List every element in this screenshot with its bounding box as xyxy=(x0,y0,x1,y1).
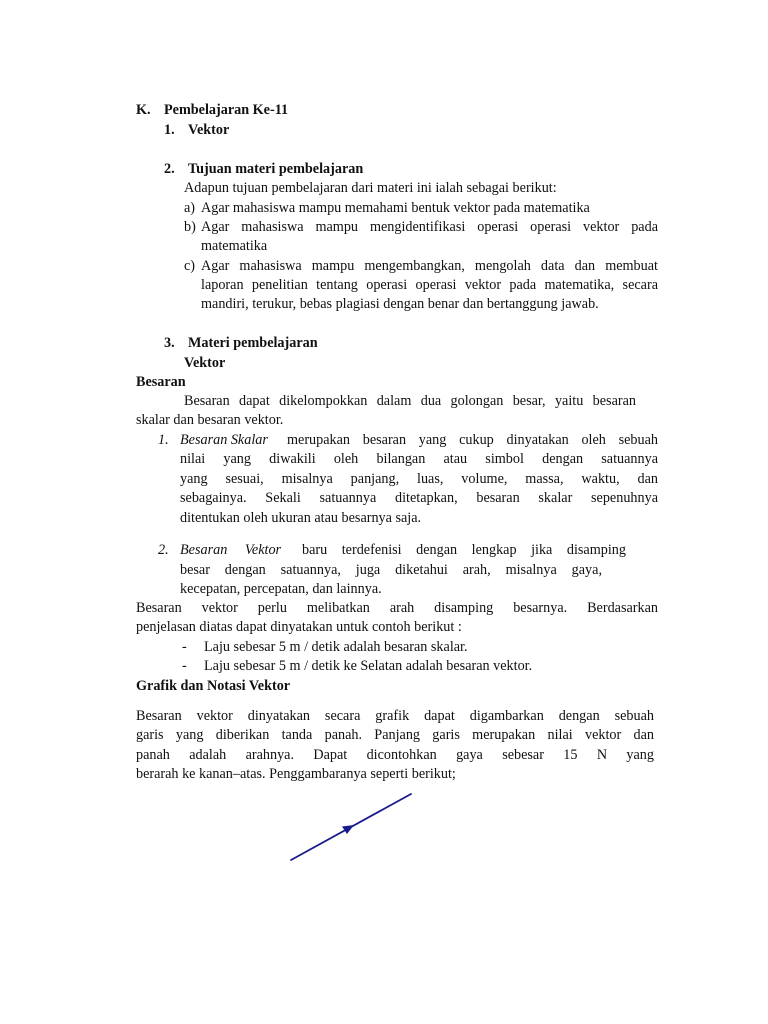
skalar-line-5: ditentukan oleh ukuran atau besarnya saja. xyxy=(180,510,422,526)
point-a-marker: a) xyxy=(184,200,196,216)
item-2-number: 2. xyxy=(164,161,175,177)
vektor-number: 2. xyxy=(158,542,169,558)
grafik-line-1: Besaran vektor dinyatakan secara grafik dapat digambarkan dengan sebuah xyxy=(136,708,654,724)
point-c-marker: c) xyxy=(184,258,196,274)
point-b-marker: b) xyxy=(184,219,196,235)
skalar-number: 1. xyxy=(158,432,169,448)
vektor-line-2: besar dengan satuannya, juga diketahui arah, misalnya gaya, xyxy=(180,562,602,578)
grafik-line-2: garis yang diberikan tanda panah. Panjang garis merupakan nilai vektor dan xyxy=(136,727,654,743)
skalar-line-3: yang sesuai, misalnya panjang, luas, volume, massa, waktu, dan xyxy=(180,471,658,487)
skalar-line-2: nilai yang diwakili oleh bilangan atau simbol dengan satuannya xyxy=(180,451,658,467)
grafik-line-4: berarah ke kanan–atas. Penggambaranya seperti berikut; xyxy=(136,766,456,782)
point-a-line-1: Agar mahasiswa mampu memahami bentuk vektor pada matematika xyxy=(201,200,590,216)
tujuan-intro: Adapun tujuan pembelajaran dari materi ini ialah sebagai berikut: xyxy=(184,180,557,196)
skalar-line-4: sebagainya. Sekali satuannya ditetapkan, besaran skalar sepenuhnya xyxy=(180,490,658,506)
vector-arrowhead xyxy=(342,825,354,834)
item-3-title: Materi pembelajaran xyxy=(188,335,318,351)
perlu-line-1: Besaran vektor perlu melibatkan arah disamping besarnya. Berdasarkan xyxy=(136,600,658,616)
point-c-line-2: laporan penelitian tentang operasi operasi vektor pada matematika, secara xyxy=(201,277,658,293)
point-c-line-3: mandiri, terukur, bebas plagiasi dengan benar dan bertanggung jawab. xyxy=(201,296,599,312)
point-c-line-1: Agar mahasiswa mampu mengembangkan, mengolah data dan membuat xyxy=(201,258,658,274)
besaran-intro-line-2: skalar dan besaran vektor. xyxy=(136,412,284,428)
skalar-first-line: merupakan besaran yang cukup dinyatakan oleh sebuah xyxy=(287,432,658,448)
vektor-term: Besaran Vektor xyxy=(180,542,282,558)
vektor-line-3: kecepatan, percepatan, dan lainnya. xyxy=(180,581,382,597)
point-b-line-2: matematika xyxy=(201,238,268,254)
perlu-line-2: penjelasan diatas dapat dinyatakan untuk contoh berikut : xyxy=(136,619,462,635)
section-letter: K. xyxy=(136,102,151,118)
grafik-line-3: panah adalah arahnya. Dapat dicontohkan gaya sebesar 15 N yang xyxy=(136,747,654,763)
section-title: Pembelajaran Ke-11 xyxy=(164,102,289,118)
example-2-dash: - xyxy=(182,658,187,674)
example-1-dash: - xyxy=(182,639,187,655)
item-3-number: 3. xyxy=(164,335,175,351)
besaran-intro-line-1: Besaran dapat dikelompokkan dalam dua golongan besar, yaitu besaran xyxy=(184,393,636,409)
item-1-number: 1. xyxy=(164,122,175,138)
example-2-text: Laju sebesar 5 m / detik ke Selatan adalah besaran vektor. xyxy=(204,658,533,674)
point-b-line-1: Agar mahasiswa mampu mengidentifikasi operasi operasi vektor pada xyxy=(201,219,658,235)
vektor-first-line: baru terdefenisi dengan lengkap jika disamping xyxy=(302,542,626,558)
grafik-heading: Grafik dan Notasi Vektor xyxy=(136,678,291,694)
item-1-title: Vektor xyxy=(188,122,230,138)
item-2-title: Tujuan materi pembelajaran xyxy=(188,161,364,177)
skalar-term: Besaran Skalar xyxy=(180,432,268,448)
besaran-heading: Besaran xyxy=(136,374,186,390)
materi-subtitle: Vektor xyxy=(184,355,226,371)
example-1-text: Laju sebesar 5 m / detik adalah besaran skalar. xyxy=(204,639,468,655)
